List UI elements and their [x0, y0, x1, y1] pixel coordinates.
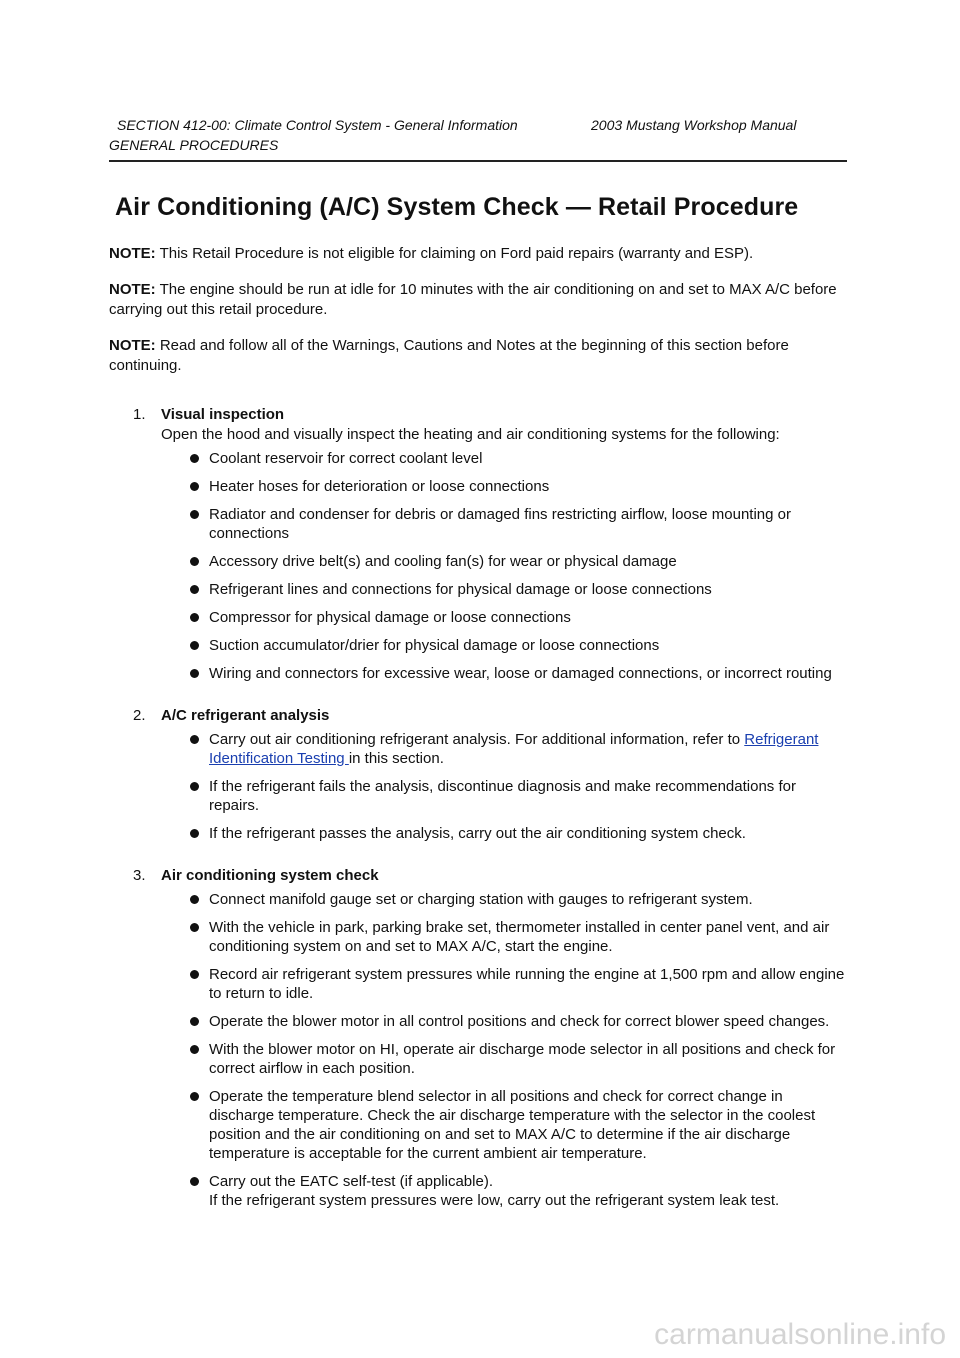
- bullet-icon: [190, 970, 199, 979]
- list-item: [161, 1012, 849, 1031]
- list-item: [161, 890, 849, 909]
- bullet-icon: [190, 1045, 199, 1054]
- note-text: Read and follow all of the Warnings, Cautions and Notes at the beginning of this section before continuing.: [109, 337, 789, 374]
- bullet-list: [161, 730, 849, 843]
- step-system-check: [109, 866, 849, 1210]
- list-item-text: in this section.: [348, 750, 444, 767]
- note-label: NOTE:: [109, 281, 156, 298]
- list-item: [161, 449, 849, 468]
- bullet-icon: [190, 1092, 199, 1101]
- note-1: [109, 244, 849, 264]
- list-item-text: Refrigerant lines and connections for physical damage or loose connections: [209, 581, 712, 598]
- page-title: Air Conditioning (A/C) System Check — Retail Procedure: [115, 193, 799, 221]
- list-item: [161, 824, 849, 843]
- watermark: carmanualsonline.info: [654, 1318, 946, 1351]
- note-text: This Retail Procedure is not eligible for claiming on Ford paid repairs (warranty and ESP).: [155, 245, 754, 262]
- list-item-text: Accessory drive belt(s) and cooling fan(s) for wear or physical damage: [209, 553, 677, 570]
- bullet-icon: [190, 454, 199, 463]
- bullet-list: [161, 890, 849, 1210]
- list-item: [161, 580, 849, 599]
- list-item: [161, 1172, 849, 1210]
- list-item-text: If the refrigerant passes the analysis, carry out the air conditioning system check.: [209, 825, 746, 842]
- list-item-text: Suction accumulator/drier for physical damage or loose connections: [209, 637, 660, 654]
- list-item-text: Compressor for physical damage or loose connections: [209, 609, 571, 626]
- list-item: [161, 730, 849, 768]
- bullet-icon: [190, 510, 199, 519]
- bullet-icon: [190, 585, 199, 594]
- bullet-icon: [190, 895, 199, 904]
- bullet-icon: [190, 482, 199, 491]
- note-label: NOTE:: [109, 245, 156, 262]
- list-item: [161, 1040, 849, 1078]
- list-item: [161, 608, 849, 627]
- list-item: [161, 664, 849, 683]
- manual-title: 2003 Mustang Workshop Manual: [591, 117, 797, 133]
- list-item: [161, 918, 849, 956]
- bullet-icon: [190, 613, 199, 622]
- step-heading: Air conditioning system check: [161, 867, 379, 884]
- note-text: The engine should be run at idle for 10 minutes with the air conditioning on and set to MAX A/C before carrying out this retail procedure.: [109, 281, 837, 318]
- bullet-icon: [190, 735, 199, 744]
- list-item: [161, 552, 849, 571]
- list-item: [161, 777, 849, 815]
- bullet-icon: [190, 1177, 199, 1186]
- bullet-icon: [190, 1017, 199, 1026]
- list-item-text: Connect manifold gauge set or charging station with gauges to refrigerant system.: [209, 891, 753, 908]
- list-item-text: Carry out air conditioning refrigerant analysis. For additional information, refer to: [209, 731, 745, 748]
- bullet-icon: [190, 923, 199, 932]
- list-item-text: Carry out the EATC self-test (if applicable).: [209, 1173, 493, 1190]
- step-number: 2.: [133, 707, 146, 724]
- step-heading: Visual inspection: [161, 406, 285, 423]
- list-item: [161, 505, 849, 543]
- step-intro: Open the hood and visually inspect the heating and air conditioning systems for the following:: [161, 426, 780, 443]
- list-item-text: If the refrigerant fails the analysis, discontinue diagnosis and make recommendations for repairs.: [209, 778, 796, 814]
- list-item-text: With the vehicle in park, parking brake set, thermometer installed in center panel vent, and air conditioning system on and set to MAX A/C, start the engine.: [209, 919, 830, 955]
- bullet-icon: [190, 641, 199, 650]
- bullet-icon: [190, 557, 199, 566]
- subsection-title: GENERAL PROCEDURES: [109, 137, 279, 153]
- list-item-text: Wiring and connectors for excessive wear, loose or damaged connections, or incorrect routing: [209, 665, 832, 682]
- list-item-text: If the refrigerant system pressures were low, carry out the refrigerant system leak test.: [209, 1192, 780, 1209]
- note-2: [109, 280, 849, 320]
- list-item: [161, 477, 849, 496]
- refrigerant-identification-testing-link[interactable]: Refrigerant Identification Testing: [209, 731, 819, 767]
- list-item-text: Heater hoses for deterioration or loose connections: [209, 478, 550, 495]
- step-visual-inspection: [109, 405, 849, 683]
- list-item: [161, 965, 849, 1003]
- bullet-list: [161, 449, 849, 683]
- bullet-icon: [190, 829, 199, 838]
- list-item-text: Coolant reservoir for correct coolant level: [209, 450, 483, 467]
- procedure-steps: [109, 405, 849, 1210]
- list-item: [161, 1087, 849, 1163]
- note-3: [109, 336, 849, 376]
- note-label: NOTE:: [109, 337, 156, 354]
- header-divider: [109, 160, 847, 162]
- list-item-text: Operate the blower motor in all control positions and check for correct blower speed changes.: [209, 1013, 830, 1030]
- list-item-text: Radiator and condenser for debris or damaged fins restricting airflow, loose mounting or connections: [209, 506, 791, 542]
- procedure-body: [109, 244, 849, 1210]
- list-item: [161, 636, 849, 655]
- list-item-text: Record air refrigerant system pressures while running the engine at 1,500 rpm and allow engine to return to idle.: [209, 966, 845, 1002]
- bullet-icon: [190, 669, 199, 678]
- bullet-icon: [190, 782, 199, 791]
- step-heading: A/C refrigerant analysis: [161, 707, 330, 724]
- step-refrigerant-analysis: [109, 706, 849, 843]
- list-item-text: With the blower motor on HI, operate air discharge mode selector in all positions and check for correct airflow in each position.: [209, 1041, 836, 1077]
- step-number: 3.: [133, 867, 146, 884]
- section-title: SECTION 412-00: Climate Control System - General Information: [117, 117, 518, 133]
- list-item-text: Operate the temperature blend selector in all positions and check for correct change in discharge temperature. Check the air discharge temperature with the selector in the coolest position and the air conditioning on and set to MAX A/C to determine if the air discharge temperature is acceptable for the current ambient air temperature.: [209, 1088, 816, 1162]
- step-number: 1.: [133, 406, 146, 423]
